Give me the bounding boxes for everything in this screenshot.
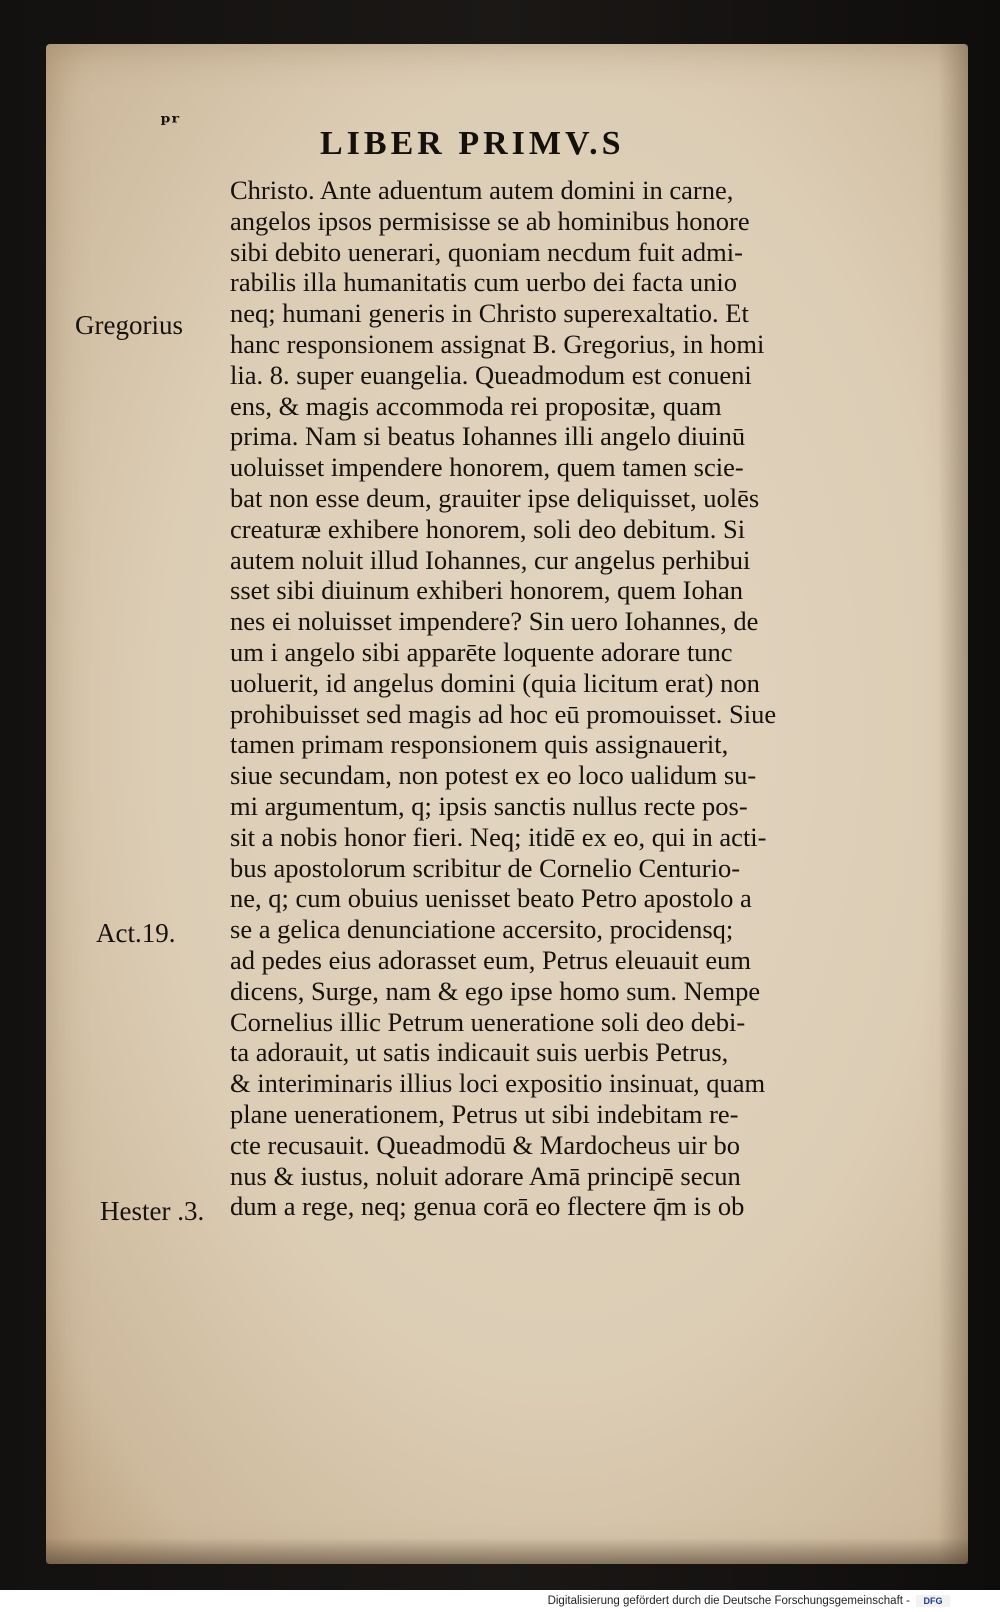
text-line: bat non esse deum, grauiter ipse deliquisset, uolēs <box>230 482 760 513</box>
text-line: uoluerit, id angelus domini (quia licitum erat) non <box>230 667 760 698</box>
text-line: angelos ipsos permisisse se ab hominibus honore <box>230 205 750 236</box>
text-line: dicens, Surge, nam & ego ipse homo sum. Nempe <box>230 975 761 1006</box>
text-line: lia. 8. super euangelia. Queadmodum est conueni <box>230 359 752 390</box>
text-line: uoluisset impendere honorem, quem tamen scie- <box>230 452 744 483</box>
text-line: prohibuisset sed magis ad hoc eū promouisset. Siue <box>230 698 777 729</box>
text-line: autem noluit illud Iohannes, cur angelus perhibui <box>230 544 751 575</box>
text-line: ad pedes eius adorasset eum, Petrus eleuauit eum <box>230 944 752 975</box>
text-line: ne, q; cum obuius uenisset beato Petro apostolo a <box>230 883 752 914</box>
text-line: sit a nobis honor fieri. Neq; itidē ex eo, qui in acti- <box>230 821 767 852</box>
text-line: cte recusauit. Queadmodū & Mardocheus uir bo <box>230 1129 740 1160</box>
text-line: se a gelica denunciatione accersito, procidensq; <box>230 914 734 945</box>
text-line: Christo. Ante aduentum autem domini in carne, <box>230 175 734 205</box>
text-line: Cornelius illic Petrum ueneratione soli deo debi- <box>230 1006 746 1037</box>
text-line: siue secundam, non potest ex eo loco ualidum su- <box>230 760 757 791</box>
text-line: sset sibi diuinum exhiberi honorem, quem Iohan <box>230 575 743 606</box>
text-line: sibi debito uenerari, quoniam necdum fuit admi- <box>230 236 743 267</box>
text-line: nes ei noluisset impendere? Sin uero Iohannes, de <box>230 606 759 637</box>
page-mark: ᵖʳ <box>160 110 181 136</box>
text-line: prima. Nam si beatus Iohannes illi angelo diuinū <box>230 421 746 452</box>
footer-credit <box>548 1592 950 1610</box>
page-edge-shadow <box>938 44 968 1564</box>
page-bottom-shadow <box>46 1538 968 1564</box>
body-text <box>230 175 910 1222</box>
text-line: bus apostolorum scribitur de Cornelio Centurio- <box>230 852 741 883</box>
text-line: um i angelo sibi apparēte loquente adorare tunc <box>230 636 733 667</box>
footer-bar <box>0 1590 1000 1612</box>
margin-note-gregorius: Gregorius <box>75 310 183 340</box>
text-line: plane uenerationem, Petrus ut sibi indebitam re- <box>230 1098 739 1129</box>
text-line: dum a rege, neq; genua corā eo flectere q̄m is ob <box>230 1191 745 1222</box>
text-line: & interiminaris illius loci expositio insinuat, quam <box>230 1068 766 1099</box>
text-line: hanc responsionem assignat B. Gregorius, in homi <box>230 328 765 359</box>
margin-note-act: Act.19. <box>96 918 176 948</box>
text-line: ens, & magis accommoda rei propositæ, quam <box>230 390 722 421</box>
footer-credit-text: Digitalisierung gefördert durch die Deutsche Forschungsgemeinschaft - <box>547 1595 910 1607</box>
text-line: neq; humani generis in Christo superexaltatio. Et <box>230 298 749 329</box>
margin-note-hester: Hester .3. <box>100 1196 205 1226</box>
text-line: rabilis illa humanitatis cum uerbo dei facta unio <box>230 267 738 298</box>
text-line: creaturæ exhibere honorem, soli deo debitum. Si <box>230 513 746 544</box>
dfg-logo-icon: DFG <box>916 1595 950 1607</box>
text-line: mi argumentum, q; ipsis sanctis nullus recte pos- <box>230 790 748 821</box>
text-line: ta adorauit, ut satis indicauit suis uerbis Petrus, <box>230 1037 729 1068</box>
text-line: nus & iustus, noluit adorare Amā principē secun <box>230 1160 741 1191</box>
text-line: tamen primam responsionem quis assignauerit, <box>230 729 729 760</box>
running-head: LIBER PRIMV.S <box>320 125 625 162</box>
